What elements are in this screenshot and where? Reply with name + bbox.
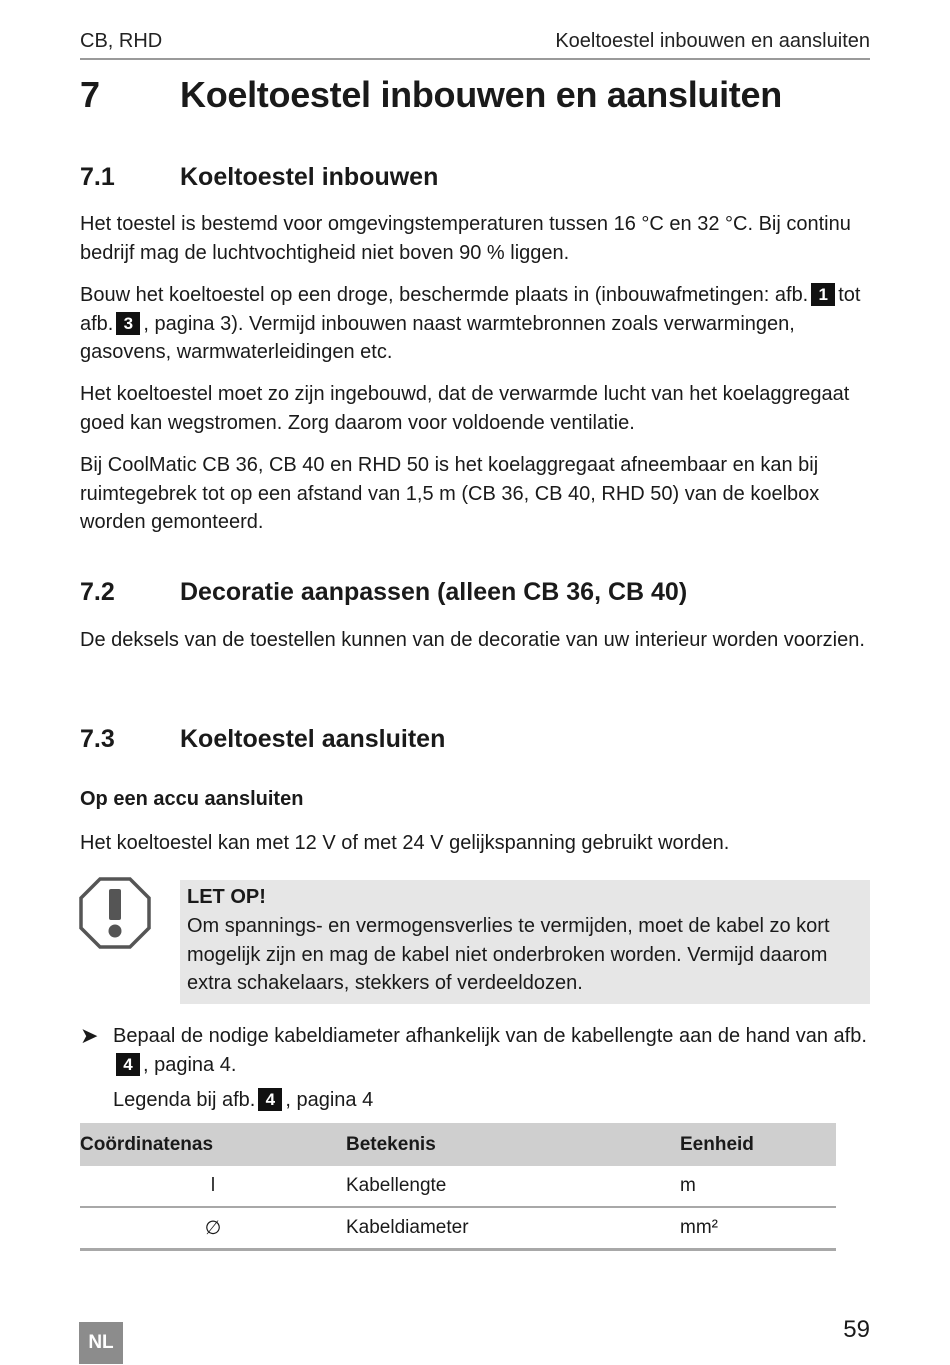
- notice-title: LET OP!: [187, 886, 266, 908]
- table-row: [80, 1166, 836, 1207]
- notice-body: Om spannings- en vermogensverlies te vermijden, moet de kabel zo kort mogelijk zijn en mag de kabel niet onderbroken worden. Vermijd daarom extra schakelaars, stekkers of verdeeldozen.: [187, 915, 830, 994]
- warning-octagon-icon: [78, 876, 152, 950]
- paragraph-ventilation: Het koeltoestel moet zo zijn ingebouwd, dat de verwarmde lucht van het koelaggregaat goed kan wegstromen. Zorg daarom voor voldoende ventilatie.: [80, 383, 850, 434]
- table-cell: Kabellengte: [346, 1166, 680, 1207]
- text-run: Bouw het koeltoestel op een droge, beschermde plaats in (inbouwafmetingen: afb.: [80, 284, 809, 306]
- table-cell: ∅: [80, 1207, 346, 1250]
- language-badge: NL: [79, 1322, 123, 1364]
- text-run: Legenda bij afb.: [113, 1089, 256, 1111]
- section-heading-7-2: [80, 578, 870, 610]
- text-run: , pagina 3). Vermijd inbouwen naast warmtebronnen zoals verwarmingen, gasovens, warmwaterleidingen etc.: [80, 312, 795, 363]
- figure-ref-badge: 4: [258, 1088, 282, 1111]
- section-number: 7.1: [80, 163, 115, 191]
- figure-ref-badge: 1: [811, 283, 835, 306]
- running-header: [80, 28, 870, 60]
- section-number: 7.3: [80, 725, 115, 753]
- section-title: Koeltoestel aansluiten: [180, 725, 446, 753]
- table-cell: m: [680, 1166, 836, 1207]
- coordinates-table: [80, 1123, 836, 1251]
- step-text: [113, 1022, 873, 1079]
- notice-box: [180, 880, 870, 1004]
- table-header-cell: Eenheid: [680, 1123, 836, 1166]
- figure-ref-badge: 4: [116, 1053, 140, 1076]
- page-number: 59: [843, 1316, 870, 1343]
- chapter-title: Koeltoestel inbouwen en aansluiten: [180, 74, 782, 115]
- section-heading-7-1: [80, 163, 870, 195]
- paragraph-installation: [80, 281, 870, 367]
- section-title: Koeltoestel inbouwen: [180, 163, 439, 191]
- section-number: 7.2: [80, 578, 115, 606]
- table-header-cell: Betekenis: [346, 1123, 680, 1166]
- subheading-battery: Op een accu aansluiten: [80, 788, 304, 810]
- table-header-row: [80, 1123, 836, 1166]
- figure-ref-badge: 3: [116, 312, 140, 335]
- table-cell: Kabeldiameter: [346, 1207, 680, 1250]
- text-run: , pagina 4.: [143, 1053, 237, 1076]
- paragraph-temperature: Het toestel is bestemd voor omgevingstemperaturen tussen 16 °C en 32 °C. Bij continu bedrijf mag de luchtvochtigheid niet boven 90 % liggen.: [80, 213, 851, 264]
- header-section-title: Koeltoestel inbouwen en aansluiten: [555, 30, 870, 52]
- text-run: , pagina 4: [285, 1089, 374, 1111]
- table-cell: mm²: [680, 1207, 836, 1250]
- table-header-cell: Coördinatenas: [80, 1123, 346, 1166]
- section-heading-7-3: [80, 725, 870, 757]
- section-title: Decoratie aanpassen (alleen CB 36, CB 40): [180, 578, 688, 606]
- legend-caption: [113, 1086, 373, 1114]
- paragraph-voltage: Het koeltoestel kan met 12 V of met 24 V gelijkspanning gebruikt worden.: [80, 832, 730, 854]
- arrow-bullet-icon: ➤: [80, 1023, 99, 1048]
- table-row: [80, 1207, 836, 1250]
- text-run: Bepaal de nodige kabeldiameter afhankelijk van de kabellengte aan de hand van afb.: [113, 1025, 867, 1047]
- text-run: tot afb.: [80, 284, 861, 335]
- header-product: CB, RHD: [80, 30, 163, 52]
- paragraph-detachable-unit: Bij CoolMatic CB 36, CB 40 en RHD 50 is het koelaggregaat afneembaar en kan bij ruimtegebrek tot op een afstand van 1,5 m (CB 36, CB 40, RHD 50) van de koelbox worden gemonteerd.: [80, 454, 820, 533]
- paragraph-decoration: De deksels van de toestellen kunnen van de decoratie van uw interieur worden voorzien.: [80, 629, 865, 651]
- chapter-number: 7: [80, 74, 101, 115]
- table-cell: l: [80, 1166, 346, 1207]
